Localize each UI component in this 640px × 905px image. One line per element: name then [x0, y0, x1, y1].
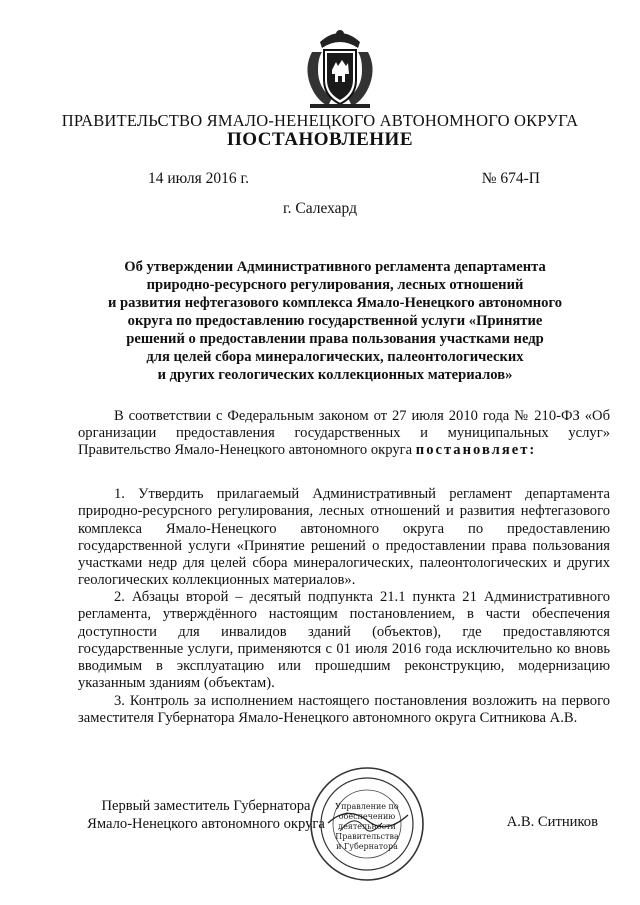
signer-position-line: Ямало-Ненецкого автономного округа [87, 816, 325, 832]
title-line: решений о предоставлении права пользования участками недр [126, 331, 544, 347]
coat-of-arms-icon [298, 22, 382, 112]
intro-text: В соответствии с Федеральным законом от 27 июля 2010 года № 210-ФЗ «Об организации предоставления государственных и муниципальных услуг» Правительство Ямало-Ненецкого автономного округа [78, 408, 610, 458]
clause-1: 1. Утвердить прилагаемый Административный регламент департамента природно-ресурсного регулирования, лесных отношений и развития нефтегазового комплекса Ямало-Ненецкого автономного округа по предоставлению государственной услуги «Принятие решений о предоставлении права пользования участками недр для целей сбора минералогических, палеонтологических и других геологических коллекционных материалов». [78, 486, 610, 589]
document-date: 14 июля 2016 г. [148, 170, 249, 187]
official-stamp [308, 765, 426, 883]
title-line: природно-ресурсного регулирования, лесных отношений [146, 277, 524, 293]
signer-position [76, 797, 336, 833]
document-city: г. Салехард [283, 200, 357, 217]
government-name: ПРАВИТЕЛЬСТВО ЯМАЛО-НЕНЕЦКОГО АВТОНОМНОГО ОКРУГА [61, 111, 579, 130]
clause-3: 3. Контроль за исполнением настоящего постановления возложить на первого заместителя Губернатора Ямало-Ненецкого автономного округа Ситникова А.В. [78, 693, 610, 727]
document-title [95, 258, 575, 384]
document-type: ПОСТАНОВЛЕНИЕ [226, 129, 414, 150]
title-line: для целей сбора минералогических, палеонтологических [146, 349, 524, 365]
stamp-line: и Губернатора [336, 842, 398, 851]
intro-keyword: постановляет: [415, 442, 537, 458]
title-line: и развития нефтегазового комплекса Ямало-Ненецкого автономного [107, 295, 563, 311]
signer-name: А.В. Ситников [506, 814, 598, 830]
title-line: Об утверждении Административного регламента департамента [124, 259, 546, 275]
signer-position-line: Первый заместитель Губернатора [101, 798, 311, 814]
intro-paragraph [78, 408, 610, 459]
stamp-line: обеспечению [338, 812, 396, 821]
stamp-line: деятельности [338, 822, 396, 831]
document-number: № 674-П [481, 170, 540, 187]
stamp-line: Правительства [335, 832, 399, 841]
stamp-line: Управление по [335, 802, 399, 811]
title-line: округа по предоставлению государственной услуги «Принятие [127, 313, 543, 329]
title-line: и других геологических коллекционных материалов» [157, 367, 513, 383]
clause-2: 2. Абзацы второй – десятый подпункта 21.1 пункта 21 Административного регламента, утверждённого настоящим постановлением, в части обеспечения доступности для инвалидов зданий (объектов), где предоставляются государственные услуги, применяются с 01 июля 2016 года исключительно ко вновь вводимым в эксплуатацию или прошедшим реконструкцию, модернизацию указанным зданиям (объектам). [78, 589, 610, 692]
